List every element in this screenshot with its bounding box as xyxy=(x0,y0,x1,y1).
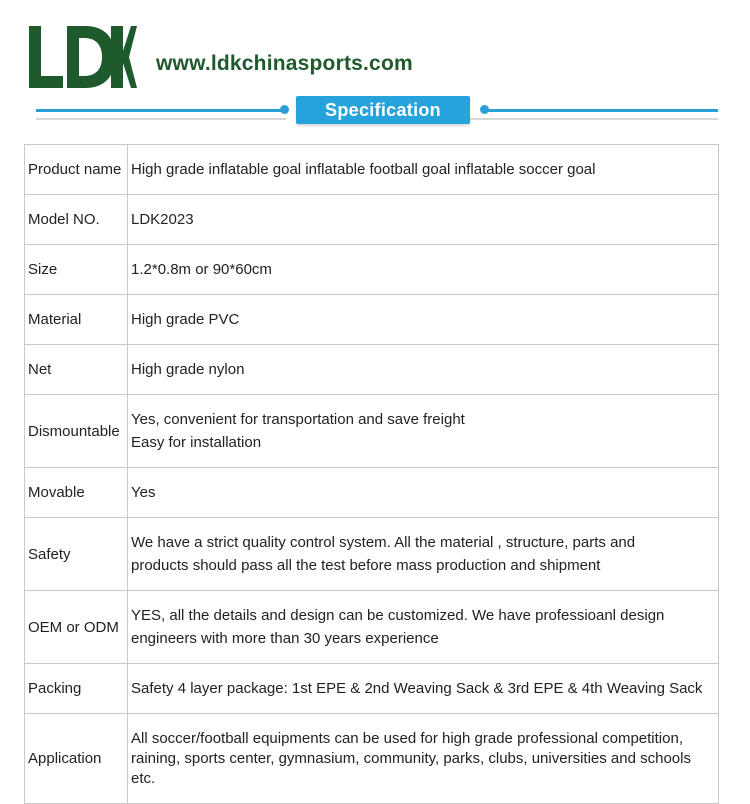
table-row xyxy=(25,145,719,195)
divider-shadow-left xyxy=(36,118,286,120)
row-value: High grade PVC xyxy=(128,295,719,345)
row-value: High grade nylon xyxy=(128,345,719,395)
table-row xyxy=(25,468,719,518)
divider-line-right xyxy=(488,109,718,112)
row-label: Dismountable xyxy=(25,395,128,468)
row-value: High grade inflatable goal inflatable football goal inflatable soccer goal xyxy=(128,145,719,195)
table-row xyxy=(25,345,719,395)
row-value: Yes xyxy=(128,468,719,518)
table-row xyxy=(25,245,719,295)
table-row xyxy=(25,395,719,468)
table-row xyxy=(25,591,719,664)
row-label: Size xyxy=(25,245,128,295)
page-header xyxy=(0,0,750,140)
row-value: Safety 4 layer package: 1st EPE & 2nd Weaving Sack & 3rd EPE & 4th Weaving Sack xyxy=(128,664,719,714)
row-label: Product name xyxy=(25,145,128,195)
row-label: Model NO. xyxy=(25,195,128,245)
table-row xyxy=(25,518,719,591)
row-value: YES, all the details and design can be customized. We have professioanl design engineers with more than 30 years experience xyxy=(128,591,719,664)
specification-heading: Specification xyxy=(296,96,470,124)
row-value: LDK2023 xyxy=(128,195,719,245)
divider-dot-left xyxy=(280,105,289,114)
divider-line-left xyxy=(36,109,281,112)
site-url[interactable]: www.ldkchinasports.com xyxy=(156,52,413,75)
table-row xyxy=(25,195,719,245)
row-label: Movable xyxy=(25,468,128,518)
row-value: Yes, convenient for transportation and save freight Easy for installation xyxy=(128,395,719,468)
table-row xyxy=(25,295,719,345)
row-value: All soccer/football equipments can be used for high grade professional competition, raining, sports center, gymnasium, community, parks, clubs, universities and schools etc. xyxy=(128,714,719,804)
specification-table xyxy=(24,144,719,804)
ldk-logo xyxy=(27,24,137,90)
divider-dot-right xyxy=(480,105,489,114)
row-value: We have a strict quality control system. All the material , structure, parts and products should pass all the test before mass production and shipment xyxy=(128,518,719,591)
row-label: Material xyxy=(25,295,128,345)
specification-banner xyxy=(0,94,750,130)
table-row xyxy=(25,664,719,714)
table-row xyxy=(25,714,719,804)
row-label: Packing xyxy=(25,664,128,714)
row-label: Application xyxy=(25,714,128,804)
row-label: Net xyxy=(25,345,128,395)
row-value: 1.2*0.8m or 90*60cm xyxy=(128,245,719,295)
row-label: OEM or ODM xyxy=(25,591,128,664)
divider-shadow-right xyxy=(470,118,718,120)
row-label: Safety xyxy=(25,518,128,591)
